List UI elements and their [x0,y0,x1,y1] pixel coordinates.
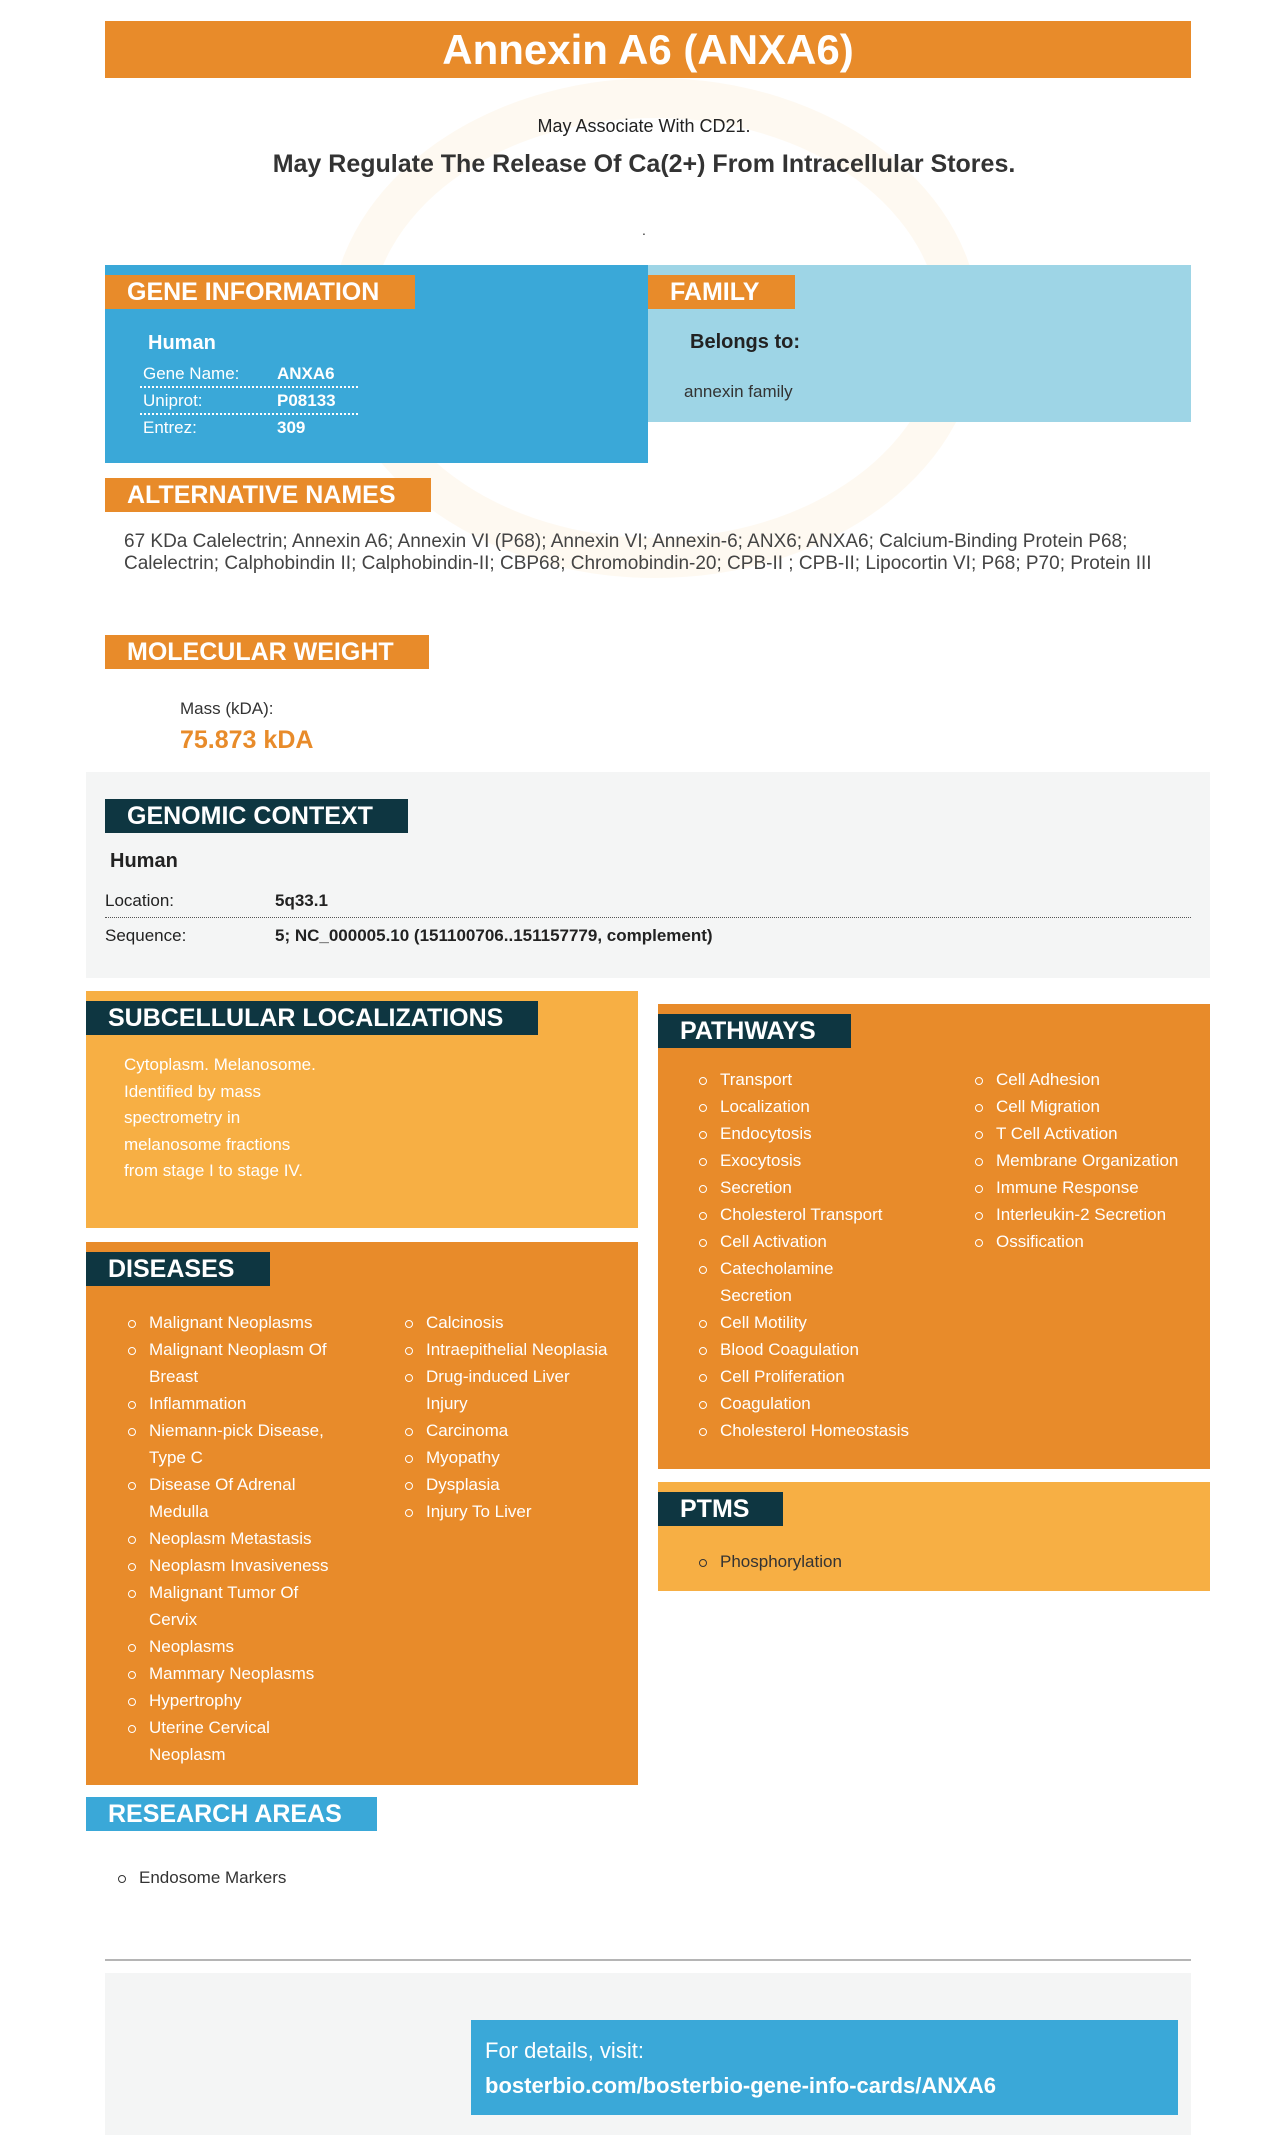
list-item [124,1336,354,1390]
gene-row-label: Entrez: [143,418,197,437]
research-areas-list [114,1864,414,1891]
genomic-context-heading: GENOMIC CONTEXT [105,799,408,833]
list-item-text: Disease Of Adrenal [149,1475,296,1494]
list-item [695,1336,955,1363]
list-item-text: Drug-induced Liver [426,1367,570,1386]
gene-row-entrez [140,414,358,442]
list-item [695,1309,955,1336]
list-item-text: Cholesterol Transport [720,1205,883,1224]
list-item [114,1864,414,1891]
gene-row-value: ANXA6 [277,364,335,383]
family-heading: FAMILY [648,275,795,309]
list-item [401,1336,631,1363]
list-item [695,1417,955,1444]
genomic-row-value: 5q33.1 [275,891,328,910]
list-item [695,1201,955,1228]
list-item [401,1363,631,1417]
gene-species: Human [148,332,216,354]
gene-row-value: 309 [277,418,306,437]
genomic-row-location [105,884,1191,918]
list-item-text: Neoplasm Invasiveness [149,1556,329,1575]
list-item-text: Calcinosis [426,1313,504,1332]
alternative-names-heading: ALTERNATIVE NAMES [105,478,431,512]
list-item-text: Hypertrophy [149,1691,242,1710]
list-item-text: Localization [720,1097,810,1116]
pathways-list-col1 [695,1066,955,1444]
list-item-text: Cell Motility [720,1313,807,1332]
list-item [971,1066,1206,1093]
list-item [401,1444,631,1471]
list-item [124,1660,354,1687]
list-item [695,1147,955,1174]
gene-row-label: Uniprot: [143,391,203,410]
list-item [971,1093,1206,1120]
list-item [695,1363,955,1390]
list-item-text: Mammary Neoplasms [149,1664,315,1683]
list-item [124,1309,354,1336]
mass-value: 75.873 kDA [180,726,314,754]
list-item [124,1687,354,1714]
list-item [971,1147,1206,1174]
list-item-text: Endocytosis [720,1124,812,1143]
list-item-text: Injury To Liver [426,1502,532,1521]
molecular-weight-heading: MOLECULAR WEIGHT [105,635,429,669]
list-item-text: Coagulation [720,1394,811,1413]
list-item-text: Malignant Neoplasm Of [149,1340,327,1359]
list-item-text: Ossification [996,1232,1084,1251]
list-item [695,1120,955,1147]
list-item [971,1120,1206,1147]
list-item-text: Neoplasm [149,1745,226,1764]
details-url-link[interactable]: bosterbio.com/bosterbio-gene-info-cards/ANXA6 [485,2073,996,2098]
ptms-list [695,1548,995,1575]
gene-row-label: Gene Name: [143,364,240,383]
pathways-heading: PATHWAYS [658,1014,851,1048]
list-item [695,1390,955,1417]
list-item-text: Niemann-pick Disease, [149,1421,324,1440]
list-item [695,1174,955,1201]
list-item [124,1417,354,1471]
list-item-text: Inflammation [149,1394,247,1413]
list-item [401,1471,631,1498]
list-item [124,1633,354,1660]
research-areas-heading: RESEARCH AREAS [86,1797,377,1831]
diseases-heading: DISEASES [86,1252,270,1286]
list-item [695,1548,995,1575]
list-item-text: Medulla [149,1502,209,1521]
list-item-text: Malignant Neoplasms [149,1313,313,1332]
list-item [971,1228,1206,1255]
list-item-text: Cholesterol Homeostasis [720,1421,909,1440]
genomic-row-label: Location: [105,891,174,910]
genomic-species: Human [110,850,178,872]
list-item [124,1525,354,1552]
list-item-text: Cell Adhesion [996,1070,1100,1089]
list-item-text: Uterine Cervical [149,1718,270,1737]
list-item-text: Type C [149,1448,203,1467]
list-item-text: Dysplasia [426,1475,500,1494]
list-item-text: Interleukin-2 Secretion [996,1205,1167,1224]
ptms-heading: PTMS [658,1492,783,1526]
footer-divider [105,1959,1191,1961]
list-item-text: Secretion [720,1178,792,1197]
mass-label: Mass (kDA): [180,699,274,718]
function-note: May Associate With CD21. [537,116,751,136]
list-item [124,1552,354,1579]
list-item-text: Exocytosis [720,1151,802,1170]
list-item-text: Blood Coagulation [720,1340,859,1359]
list-item [971,1201,1206,1228]
list-item-text: T Cell Activation [996,1124,1118,1143]
list-item-text: Transport [720,1070,793,1089]
list-item-text: Membrane Organization [996,1151,1179,1170]
function-summary: May Regulate The Release Of Ca(2+) From Intracellular Stores. [272,150,1016,178]
diseases-list-col2 [401,1309,631,1525]
list-item [401,1417,631,1444]
list-item-text: Myopathy [426,1448,500,1467]
list-item-text: Intraepithelial Neoplasia [426,1340,608,1359]
list-item [401,1309,631,1336]
gene-information-heading: GENE INFORMATION [105,275,415,309]
family-belongs-label: Belongs to: [690,331,800,353]
genomic-row-sequence [105,919,1191,953]
list-item [695,1093,955,1120]
function-extra: . [642,222,646,238]
subcellular-heading: SUBCELLULAR LOCALIZATIONS [86,1001,538,1035]
list-item [124,1390,354,1417]
subcellular-line: Identified by mass [124,1081,262,1101]
family-name: annexin family [684,382,793,401]
list-item-text: Malignant Tumor Of [149,1583,299,1602]
list-item-text: Immune Response [996,1178,1139,1197]
gene-row-value: P08133 [277,391,336,410]
pathways-list-col2 [971,1066,1206,1255]
list-item-text: Carcinoma [426,1421,509,1440]
list-item-text: Cell Activation [720,1232,827,1251]
list-item [695,1255,955,1309]
list-item [401,1498,631,1525]
gene-row-uniprot [140,387,358,415]
list-item-text: Breast [149,1367,199,1386]
gene-row-name [140,360,358,388]
list-item-text: Injury [426,1394,468,1413]
genomic-row-label: Sequence: [105,926,187,945]
list-item [971,1174,1206,1201]
list-item [124,1471,354,1525]
list-item [124,1579,354,1633]
details-link-box[interactable] [471,2020,1178,2115]
list-item [124,1714,354,1768]
list-item-text: Catecholamine [720,1259,834,1278]
list-item-text: Endosome Markers [139,1868,287,1887]
list-item [695,1228,955,1255]
details-label: For details, visit: [485,2038,644,2063]
subcellular-line: melanosome fractions [124,1134,291,1154]
list-item-text: Neoplasms [149,1637,235,1656]
diseases-list-col1 [124,1309,354,1768]
list-item-text: Cell Migration [996,1097,1100,1116]
subcellular-line: from stage I to stage IV. [124,1161,303,1180]
alternative-names-text: 67 KDa Calelectrin; Annexin A6; Annexin VI (P68); Annexin VI; Annexin-6; ANX6; ANXA6; Calcium-Binding Protein P68; Calelectrin; Calphobindin II; Calphobindin-II; CBP68; Chromobindin-20; CPB-II ; CPB-II; Lipocortin VI; P68; P70; Protein III [124,531,1152,574]
list-item [695,1066,955,1093]
list-item-text: Secretion [720,1286,792,1305]
list-item-text: Cervix [149,1610,198,1629]
subcellular-line: Cytoplasm. Melanosome. [124,1055,316,1074]
genomic-row-value: 5; NC_000005.10 (151100706..151157779, complement) [275,926,713,945]
list-item-text: Cell Proliferation [720,1367,845,1386]
list-item-text: Neoplasm Metastasis [149,1529,312,1548]
subcellular-line: spectrometry in [124,1108,241,1127]
page-title: Annexin A6 (ANXA6) [105,21,1191,78]
list-item-text: Phosphorylation [720,1552,842,1571]
subcellular-text [124,1052,354,1185]
